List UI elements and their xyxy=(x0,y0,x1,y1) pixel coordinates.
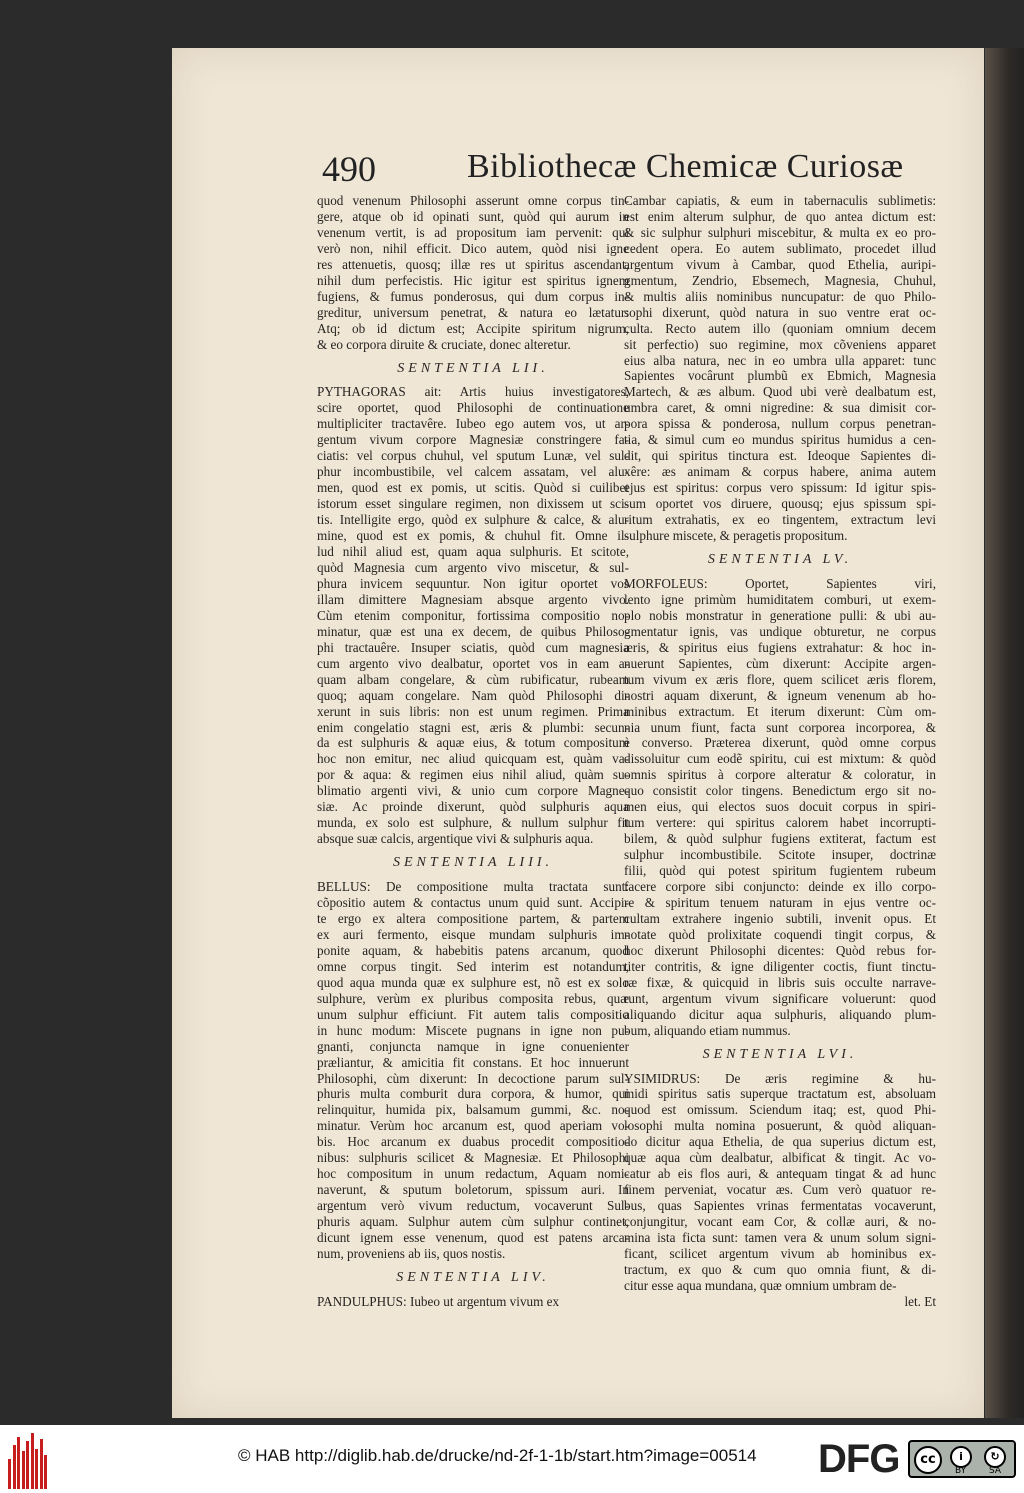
text-line: sit perfectio) suo regimine, mox cõveniens apparet xyxy=(624,336,936,352)
text-line: cedent opera. Eo autem sublimato, procedet illud xyxy=(624,240,936,256)
text-line: hoc compositum in unum redactum, Aquam nomi- xyxy=(317,1166,629,1182)
sententia-heading-55: SENTENTIA LV. xyxy=(707,551,853,567)
right-column xyxy=(624,193,936,1310)
text-line: da est sulphuris & aquæ eius, & totum compositum xyxy=(317,735,629,751)
text-line: & eo corpora diruite & cruciate, donec alteretur. xyxy=(317,336,571,352)
text-line: naverunt, & sputum boletorum, spissum auri. In xyxy=(317,1182,629,1198)
text-line: bis. Hoc arcanum ex duabus procedit compositio- xyxy=(317,1134,629,1150)
text-line: umbra caret, & omni nigredine: & sua dimisit cor- xyxy=(624,400,936,416)
text-line: siæ. Ac proinde dixerunt, quòd sulphuris aqua xyxy=(317,799,629,815)
left-column xyxy=(317,193,629,1310)
text-line: ritum extrahatis, ex eo tingentem, extractum levi xyxy=(624,512,936,528)
sententia-heading-53: SENTENTIA LIII. xyxy=(392,855,554,871)
text-line: enim congelatio stagni est, æris & plumbi: secun- xyxy=(317,719,629,735)
text-line: men eius, qui electos suos docuit corpus in spiri- xyxy=(624,799,936,815)
text-line: Atq; ob id dictum est; Accipite spiritum nigrum, xyxy=(317,320,629,336)
text-line: bilem, & quòd sulphur fugiens extiterat, factum est xyxy=(624,831,936,847)
text-line: runt, argentum vivum significare voluerunt: quod xyxy=(624,990,936,1006)
text-line: phi tractauêre. Insuper sciatis, quòd cum magnesia xyxy=(317,639,629,655)
sententia-heading-54: SENTENTIA LIV. xyxy=(396,1269,550,1285)
text-line: blimatio argenti vivi, & unio cum corpore Magne- xyxy=(317,783,629,799)
sententia-heading-56: SENTENTIA LVI. xyxy=(702,1046,858,1062)
text-line: sum oportet vos diruere, quousq; ejus spissum spi- xyxy=(624,496,936,512)
text-line: men, quod est ex pomis, ut scitis. Quòd si cuilibet xyxy=(317,480,629,496)
text-line: por & aqua: & regimen eius nihil aliud, quàm su- xyxy=(317,767,629,783)
text-line: nihil dum perfecistis. Hic igitur est spiritus ignem xyxy=(317,272,629,288)
text-line: quòd Magnesia cum argento vivo miscetur, & sul- xyxy=(317,559,629,575)
text-line: quod est omissum. Sciendum itaq; est, quod Phi- xyxy=(624,1102,936,1118)
catchword: let. Et xyxy=(904,1293,936,1309)
text-line: MORFOLEUS: Oportet, Sapientes viri, xyxy=(624,575,936,591)
text-line: phuris aquam. Sulphur autem cùm sulphur continet, xyxy=(317,1214,629,1230)
dfg-logo[interactable]: DFG xyxy=(818,1437,900,1481)
text-line: gmentatur ignis, vas undique obturetur, ne corpus xyxy=(624,623,936,639)
text-line: res attenuetis, quosq; illæ res ut spiritus ascendant, xyxy=(317,256,629,272)
cc-by-label: BY xyxy=(955,1466,967,1476)
text-line: hoc dixerunt Philosophi dicentes: Quòd rebus for- xyxy=(624,942,936,958)
text-line: plo nobis monstratur in generatione pulli: & ubi au- xyxy=(624,607,936,623)
text-line: gnanti, conjuncta namque in igne conuenienter xyxy=(317,1038,629,1054)
running-title: Bibliothecæ Chemicæ Curiosæ xyxy=(467,148,904,185)
text-line: titer contritis, & igne diligenter coctis, fiunt tinctu- xyxy=(624,958,936,974)
share-alike-icon: ↻ xyxy=(984,1446,1006,1468)
text-line: quæ aqua cùm dealbatur, albificat & tingit. Ac vo- xyxy=(624,1150,936,1166)
text-line: tia, & simul cum eo mundus spiritus humidus a cen- xyxy=(624,432,936,448)
cc-license-badge[interactable] xyxy=(908,1440,1016,1478)
text-line: phur incombustibile, vel calcem assatam, vel alu- xyxy=(317,464,629,480)
text-line: illam dimittere Magnesiam absque argento vivo. xyxy=(317,591,629,607)
page-header xyxy=(172,148,984,198)
text-line: tum vertere: qui spiritus calorem habet incorrupti- xyxy=(624,815,936,831)
library-icon-bar xyxy=(44,1455,47,1489)
text-line: tractum, ex quo & cum quo omnia fiunt, & di- xyxy=(624,1261,936,1277)
text-line: hoc non emitur, nec aliud quicquam est, quàm va- xyxy=(317,751,629,767)
book-page xyxy=(172,48,984,1418)
text-line: istorum esset singulare regimen, non dixissem ut sci- xyxy=(317,496,629,512)
person-icon: i xyxy=(950,1446,972,1468)
text-line: omnis spiritus à corpore alteratur & coloratur, in xyxy=(624,767,936,783)
text-line: greditur, universum penetrat, & natura eo lætatur: xyxy=(317,304,629,320)
text-line: aliquando dicitur aqua sulphuris, aliquando plum- xyxy=(624,1006,936,1022)
text-line: ex auri fermento, eisque mundam sulphuris im- xyxy=(317,926,629,942)
text-line: PANDULPHUS: Iubeo ut argentum vivum ex xyxy=(317,1293,560,1309)
text-line: bum, aliquando etiam nummus. xyxy=(624,1022,791,1038)
text-line: unum sulphur efficiunt. Fit autem talis compositio xyxy=(317,1006,629,1022)
text-line: citur esse aqua mundana, quæ omnium umbram de- xyxy=(624,1277,897,1293)
text-line: filii, quòd qui potest spiritum fugientem rubeum xyxy=(624,863,936,879)
library-icon-bar xyxy=(8,1459,11,1489)
text-line: venenum vertit, is ad propositum iam pervenit: qui xyxy=(317,224,629,240)
text-line: minibus extractum. Et iterum dixerunt: Cùm om- xyxy=(624,703,936,719)
text-line: è converso. Præterea dixerunt, quòd omne corpus xyxy=(624,735,936,751)
text-line: xêre: æs animam & corpus habere, anima autem xyxy=(624,464,936,480)
text-line: quoq; aquam congelare. Nam quòd Philosophi di- xyxy=(317,687,629,703)
sententia-heading-52: SENTENTIA LII. xyxy=(397,360,549,376)
text-line: sulphure, verùm ex pluribus composita rebus, quæ xyxy=(317,990,629,1006)
book-spine xyxy=(985,48,1024,1418)
library-icon-bar xyxy=(26,1441,29,1489)
text-line: tum vivum ex æris flore, quem scilicet æris florem, xyxy=(624,671,936,687)
library-icon xyxy=(8,1433,48,1489)
text-line: est enim alterum sulphur, de quo antea dictum est: xyxy=(624,208,936,224)
text-line: & multis aliis nominibus nuncupatur: de quo Philo- xyxy=(624,288,936,304)
text-line: minatur, quæ est una ex decem, de quibus Philoso- xyxy=(317,623,629,639)
cc-icon: cc xyxy=(914,1446,942,1474)
text-line: catur ab eis flos auri, & antequam tingat & ad hunc xyxy=(624,1166,936,1182)
text-line: quod venenum Philosophi asserunt omne corpus tin- xyxy=(317,193,629,208)
text-line: multipliciter tractavêre. Iubeo ego autem vos, ut ar- xyxy=(317,416,629,432)
text-line: culta. Recto autem illo (quoniam omnium decem xyxy=(624,320,936,336)
text-line: sophi dixerunt, quòd natura in suo ventre erat oc- xyxy=(624,304,936,320)
text-line: dicunt ignem esse venenum, quod est patens arca- xyxy=(317,1230,629,1246)
text-line: verò non, nihil efficit. Dico autem, quòd nisi igne xyxy=(317,240,629,256)
text-line: relinquitur, humida pix, balsamum gummi, &c. no- xyxy=(317,1102,629,1118)
text-line: pora spissa & ponderosa, nullum corpus penetran- xyxy=(624,416,936,432)
text-line: Martech, & æs album. Quod ubi verè dealbatum est, xyxy=(624,384,936,400)
text-line: re & spiritum tenuem naturam in ejus ventre oc- xyxy=(624,894,936,910)
cc-sa-label: SA xyxy=(989,1466,1002,1476)
text-line: dit, qui spiritus tinctura est. Ideoque Sapientes di- xyxy=(624,448,936,464)
text-line: cõpositio autem & contactus unum quid sunt. Accipi- xyxy=(317,895,629,911)
library-icon-bar xyxy=(22,1451,25,1489)
copyright-link[interactable]: © HAB http://diglib.hab.de/drucke/nd-2f-1-1b/start.htm?image=00514 xyxy=(238,1446,757,1465)
text-line: lento igne primùm humiditatem comburi, ut exem- xyxy=(624,591,936,607)
text-line: sulphure miscete, & peragetis propositum. xyxy=(624,528,848,544)
text-line: losophi multa nomina posuerunt, & quòd aliquan- xyxy=(624,1118,936,1134)
text-line: in hunc modum: Miscete pugnans in igne non pu- xyxy=(317,1022,629,1038)
text-line: mina ista ficta sunt: tamen vera & unum solum signi- xyxy=(624,1230,936,1246)
text-line: ejus est spiritus: corpus vero spissum: Id igitur spis- xyxy=(624,480,936,496)
text-line: Philosophi, cùm dixerunt: In decoctione parum sul- xyxy=(317,1070,629,1086)
text-line: conjungitur, vocant eam Cor, & collæ auri, & no- xyxy=(624,1214,936,1230)
text-line: nostri aquam dixerunt, & igneum venenum ab ho- xyxy=(624,687,936,703)
text-line: munda, ex solo est sulphure, & nullum sulphur fit xyxy=(317,815,629,831)
text-line: nia unum fiunt, facta sunt corporea incorporea, & xyxy=(624,719,936,735)
text-line: cultam extrahere ingenio subtili, invenit opus. Et xyxy=(624,910,936,926)
text-line: Sapientes vocârunt plumbũ ex Ebmich, Magnesia xyxy=(624,368,936,384)
library-icon-bar xyxy=(35,1449,38,1489)
text-line: lud nihil aliud est, quam aqua sulphuris. Et scitote, xyxy=(317,544,629,560)
text-line: tis. Intelligite ergo, quòd ex sulphure & calce, & alu- xyxy=(317,512,629,528)
text-line: BELLUS: De compositione multa tractata sunt: xyxy=(317,879,629,895)
library-icon-bar xyxy=(17,1437,20,1489)
text-line: do dicitur aqua Ethelia, de qua superius dictum est, xyxy=(624,1134,936,1150)
text-line: YSIMIDRUS: De æris regimine & hu- xyxy=(624,1070,936,1086)
text-line: argentum vivum à Cambar, quod Ethelia, auripi- xyxy=(624,256,936,272)
text-line: absque suæ calcis, argentique vivi & sulphuris aqua. xyxy=(317,831,594,847)
text-line: quod aqua munda quæ ex sulphure est, nõ est ex solo xyxy=(317,974,629,990)
library-icon-bar xyxy=(13,1445,16,1489)
text-line: phuris multa comburit dura corpora, & humor, qui xyxy=(317,1086,629,1102)
text-line: nibus: sulphuris scilicet & Magnesiæ. Et Philosophi xyxy=(317,1150,629,1166)
text-line: omne corpus tingit. Sed interim est notandum, xyxy=(317,958,629,974)
text-line: gmentum, Zendrio, Ebsemech, Magnesia, Chuhul, xyxy=(624,272,936,288)
text-line: xerunt in suis libris: non est unum regimen. Prima xyxy=(317,703,629,719)
text-line: phura invicem sequuntur. Non igitur oportet vos xyxy=(317,575,629,591)
text-line: argentum verò vivum reductum, vocaverunt Sul- xyxy=(317,1198,629,1214)
page-number: 490 xyxy=(322,149,376,189)
text-line: PYTHAGORAS ait: Artis huius investigatores, xyxy=(317,384,629,400)
text-line: facere corpore sibi conjuncto: deinde ex illo corpo- xyxy=(624,879,936,895)
text-line: & sic sulphur sulphuri miscebitur, & multa ex eo pro- xyxy=(624,224,936,240)
text-line: midi spiritus satis superque tractatum est, absoluam xyxy=(624,1086,936,1102)
text-line: quo consistit color tingens. Benedictum ergo sit no- xyxy=(624,783,936,799)
text-line: te ergo ex altera compositione partem, & partem xyxy=(317,910,629,926)
text-line: gere, atque ob id opinati sunt, quòd qui aurum in xyxy=(317,208,629,224)
text-line: præliantur, & amicitia fit constans. Et hoc innuerunt xyxy=(317,1054,629,1070)
text-line: finem perveniat, vocatur æs. Cum verò quatuor re- xyxy=(624,1182,936,1198)
text-line: ræ fixæ, & quicquid in libris suis occulte narrave- xyxy=(624,974,936,990)
text-line: Cambar capiatis, & eum in tabernaculis sublimetis: xyxy=(624,193,936,208)
text-line: mine, quod est ex pomis, & chuhul fit. Omne il- xyxy=(317,528,629,544)
text-line: ficant, scilicet argentum vivum ab hominibus ex- xyxy=(624,1246,936,1261)
text-line: æris, & spiritus eius fugiens extrahatur: & hoc in- xyxy=(624,639,936,655)
text-line: cum argento vivo dealbatur, oportet vos in eam a- xyxy=(317,655,629,671)
text-line: Cùm etenim componitur, fortissima compositio no- xyxy=(317,607,629,623)
text-line: sulphur incombustibile. Scitote insuper, doctrinæ xyxy=(624,847,936,863)
text-line: num, proveniens ab iis, quos nostis. xyxy=(317,1246,506,1261)
text-line: gentum vivum corpore Magnesiæ constringere fa- xyxy=(317,432,629,448)
library-icon-bar xyxy=(40,1439,43,1489)
text-line: eius alba natura, nec in eo umbra ulla apparet: tunc xyxy=(624,352,936,368)
text-line: quam albam congelare, & cùm rubificatur, rubeam xyxy=(317,671,629,687)
library-icon-bar xyxy=(31,1433,34,1489)
text-line: dissoluitur cum eodẽ spiritu, cui est mixtum: & quòd xyxy=(624,751,936,767)
text-line: fugiens, & fumus ponderosus, qui dum corpus in- xyxy=(317,288,629,304)
text-line: ciatis: vel corpus chuhul, vel sputum Lunæ, vel sul- xyxy=(317,448,629,464)
text-line: scire oportet, quod Philosophi de continuatione xyxy=(317,400,629,416)
text-line: minatur. Verùm hoc arcanum est, quod aperiam vo- xyxy=(317,1118,629,1134)
text-line: notate quòd prolixitate coquendi tingit corpus, & xyxy=(624,926,936,942)
text-line: nuerunt Sapientes, cùm dixerunt: Accipite argen- xyxy=(624,655,936,671)
text-line: bus, quas Sapientes vrinas fermentatas vocaverunt, xyxy=(624,1198,936,1214)
text-line: ponite aquam, & habebitis patens arcanum, quod xyxy=(317,942,629,958)
